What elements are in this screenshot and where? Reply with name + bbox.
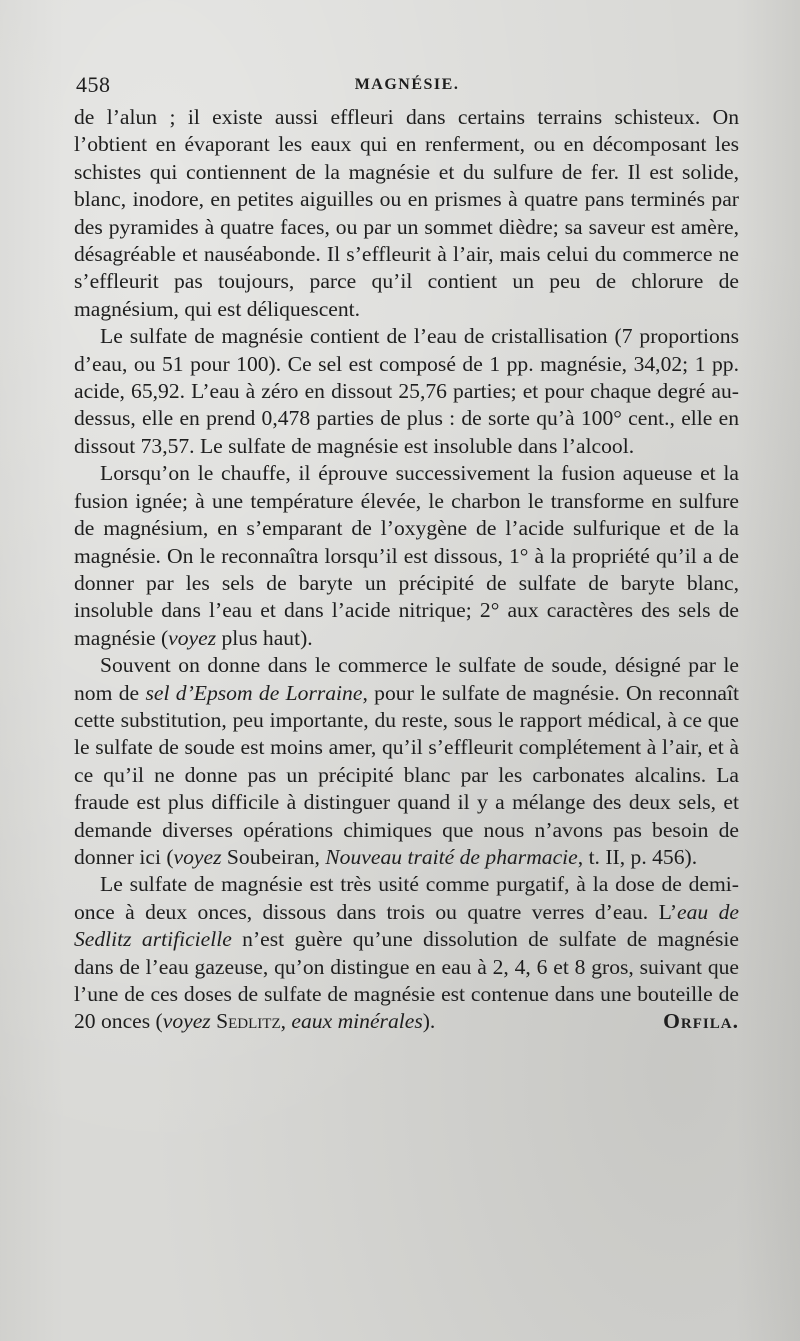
running-head (76, 72, 738, 102)
sedlitz-cross-reference: Sedlitz (210, 1009, 281, 1034)
paragraph-4-part-e: Soubeiran, (221, 844, 326, 869)
paragraph-5-part-a: Le sulfate de magnésie est très usité comme purgatif, à la dose de demi-once à deux onces, dissous dans trois ou quatre verres d’eau. L’ (74, 872, 739, 924)
paragraph-4-part-c: , pour le sulfate de magnésie. On reconnaît cette substitution, peu importante, du reste, sous le rapport médical, à ce que le sulfate de soude est moins amer, qu’il s’effleurit complétement à l’air, et à ce qu’il ne donne pas un précipité blanc par les carbonates alcalins. La fraude est plus difficile à distinguer quand il y a mélange des deux sels, et demande diverses opérations chimiques que nous n’avons pas besoin de donner ici ( (74, 680, 740, 869)
paragraph-2 (74, 323, 739, 460)
paragraph-1 (74, 104, 739, 323)
page-number: 458 (76, 72, 111, 97)
running-title: MAGNÉSIE. (354, 76, 460, 93)
paragraph-1-text: de l’alun ; il existe aussi effleuri dans certains terrains schisteux. On l’obtient en évaporant les eaux qui en renferment, ou en décomposant les schistes qui contiennent de la magnésie et du sulfure de fer. Il est solide, blanc, inodore, en petites aiguilles ou en prismes à quatre pans terminés par des pyramides à quatre faces, ou par un sommet dièdre; sa saveur est amère, désagréable et nauséabonde. Il s’effleurit à l’air, mais celui du commerce ne s’effleurit pas toujours, parce qu’il contient un peu de chlorure de magnésium, qui est déliquescent. (74, 105, 739, 321)
paragraph-3-tail: plus haut). (216, 625, 313, 650)
sel-epsom-term: sel d’Epsom de Lorraine (145, 680, 363, 705)
paragraph-5-part-h: ). (422, 1009, 436, 1034)
body-text (74, 104, 739, 1036)
paragraph-4 (74, 652, 739, 871)
sedlitz-term: eau de Sedlitz artificielle (74, 899, 740, 952)
paragraph-5-part-c: n’est guère qu’une dissolution de sulfate de magnésie dans de l’eau gazeuse, qu’on distingue en eau à 2, 4, 6 et 8 gros, suivant que l’une de ces doses de sulfate de magnésie est contenue dans une bouteille de 20 onces ( (74, 927, 739, 1034)
voyez-reference: voyez (173, 844, 222, 869)
paragraph-4-part-g: , t. II, p. 456). (577, 844, 698, 869)
voyez-reference: voyez (162, 1009, 211, 1034)
paragraph-5 (74, 871, 739, 1035)
paragraph-3-text: Lorsqu’on le chauffe, il éprouve successivement la fusion aqueuse et la fusion ignée; à une température élevée, le charbon le transforme en sulfure de magnésium, en s’emparant de l’oxygène de l’acide sulfurique et de la magnésie. On le reconnaîtra lorsqu’il est dissous, 1° à la propriété qu’il a de donner par les sels de baryte un précipité de sulfate de baryte blanc, insoluble dans l’eau et dans l’acide nitrique; 2° aux caractères des sels de magnésie ( (74, 461, 739, 650)
paragraph-3 (74, 460, 739, 652)
book-title-reference: Nouveau traité de pharmacie (325, 844, 578, 869)
voyez-reference: voyez (168, 625, 217, 650)
eaux-minerales-term: eaux minérales (291, 1009, 423, 1034)
paragraph-4-part-a: Souvent on donne dans le commerce le sulfate de soude, désigné par le nom de (74, 653, 739, 705)
paragraph-2-text: Le sulfate de magnésie contient de l’eau de cristallisation (7 proportions d’eau, ou 51 pour 100). Ce sel est composé de 1 pp. magnésie, 34,02; 1 pp. acide, 65,92. L’eau à zéro en dissout 25,76 parties; et pour chaque degré au-dessus, elle en prend 0,478 parties de plus : de sorte qu’à 100° cent., elle en dissout 73,57. Le sulfate de magnésie est insoluble dans l’alcool. (74, 324, 739, 458)
paragraph-5-part-f: , (280, 1009, 292, 1034)
author-signature: Orfila. (663, 1009, 739, 1034)
